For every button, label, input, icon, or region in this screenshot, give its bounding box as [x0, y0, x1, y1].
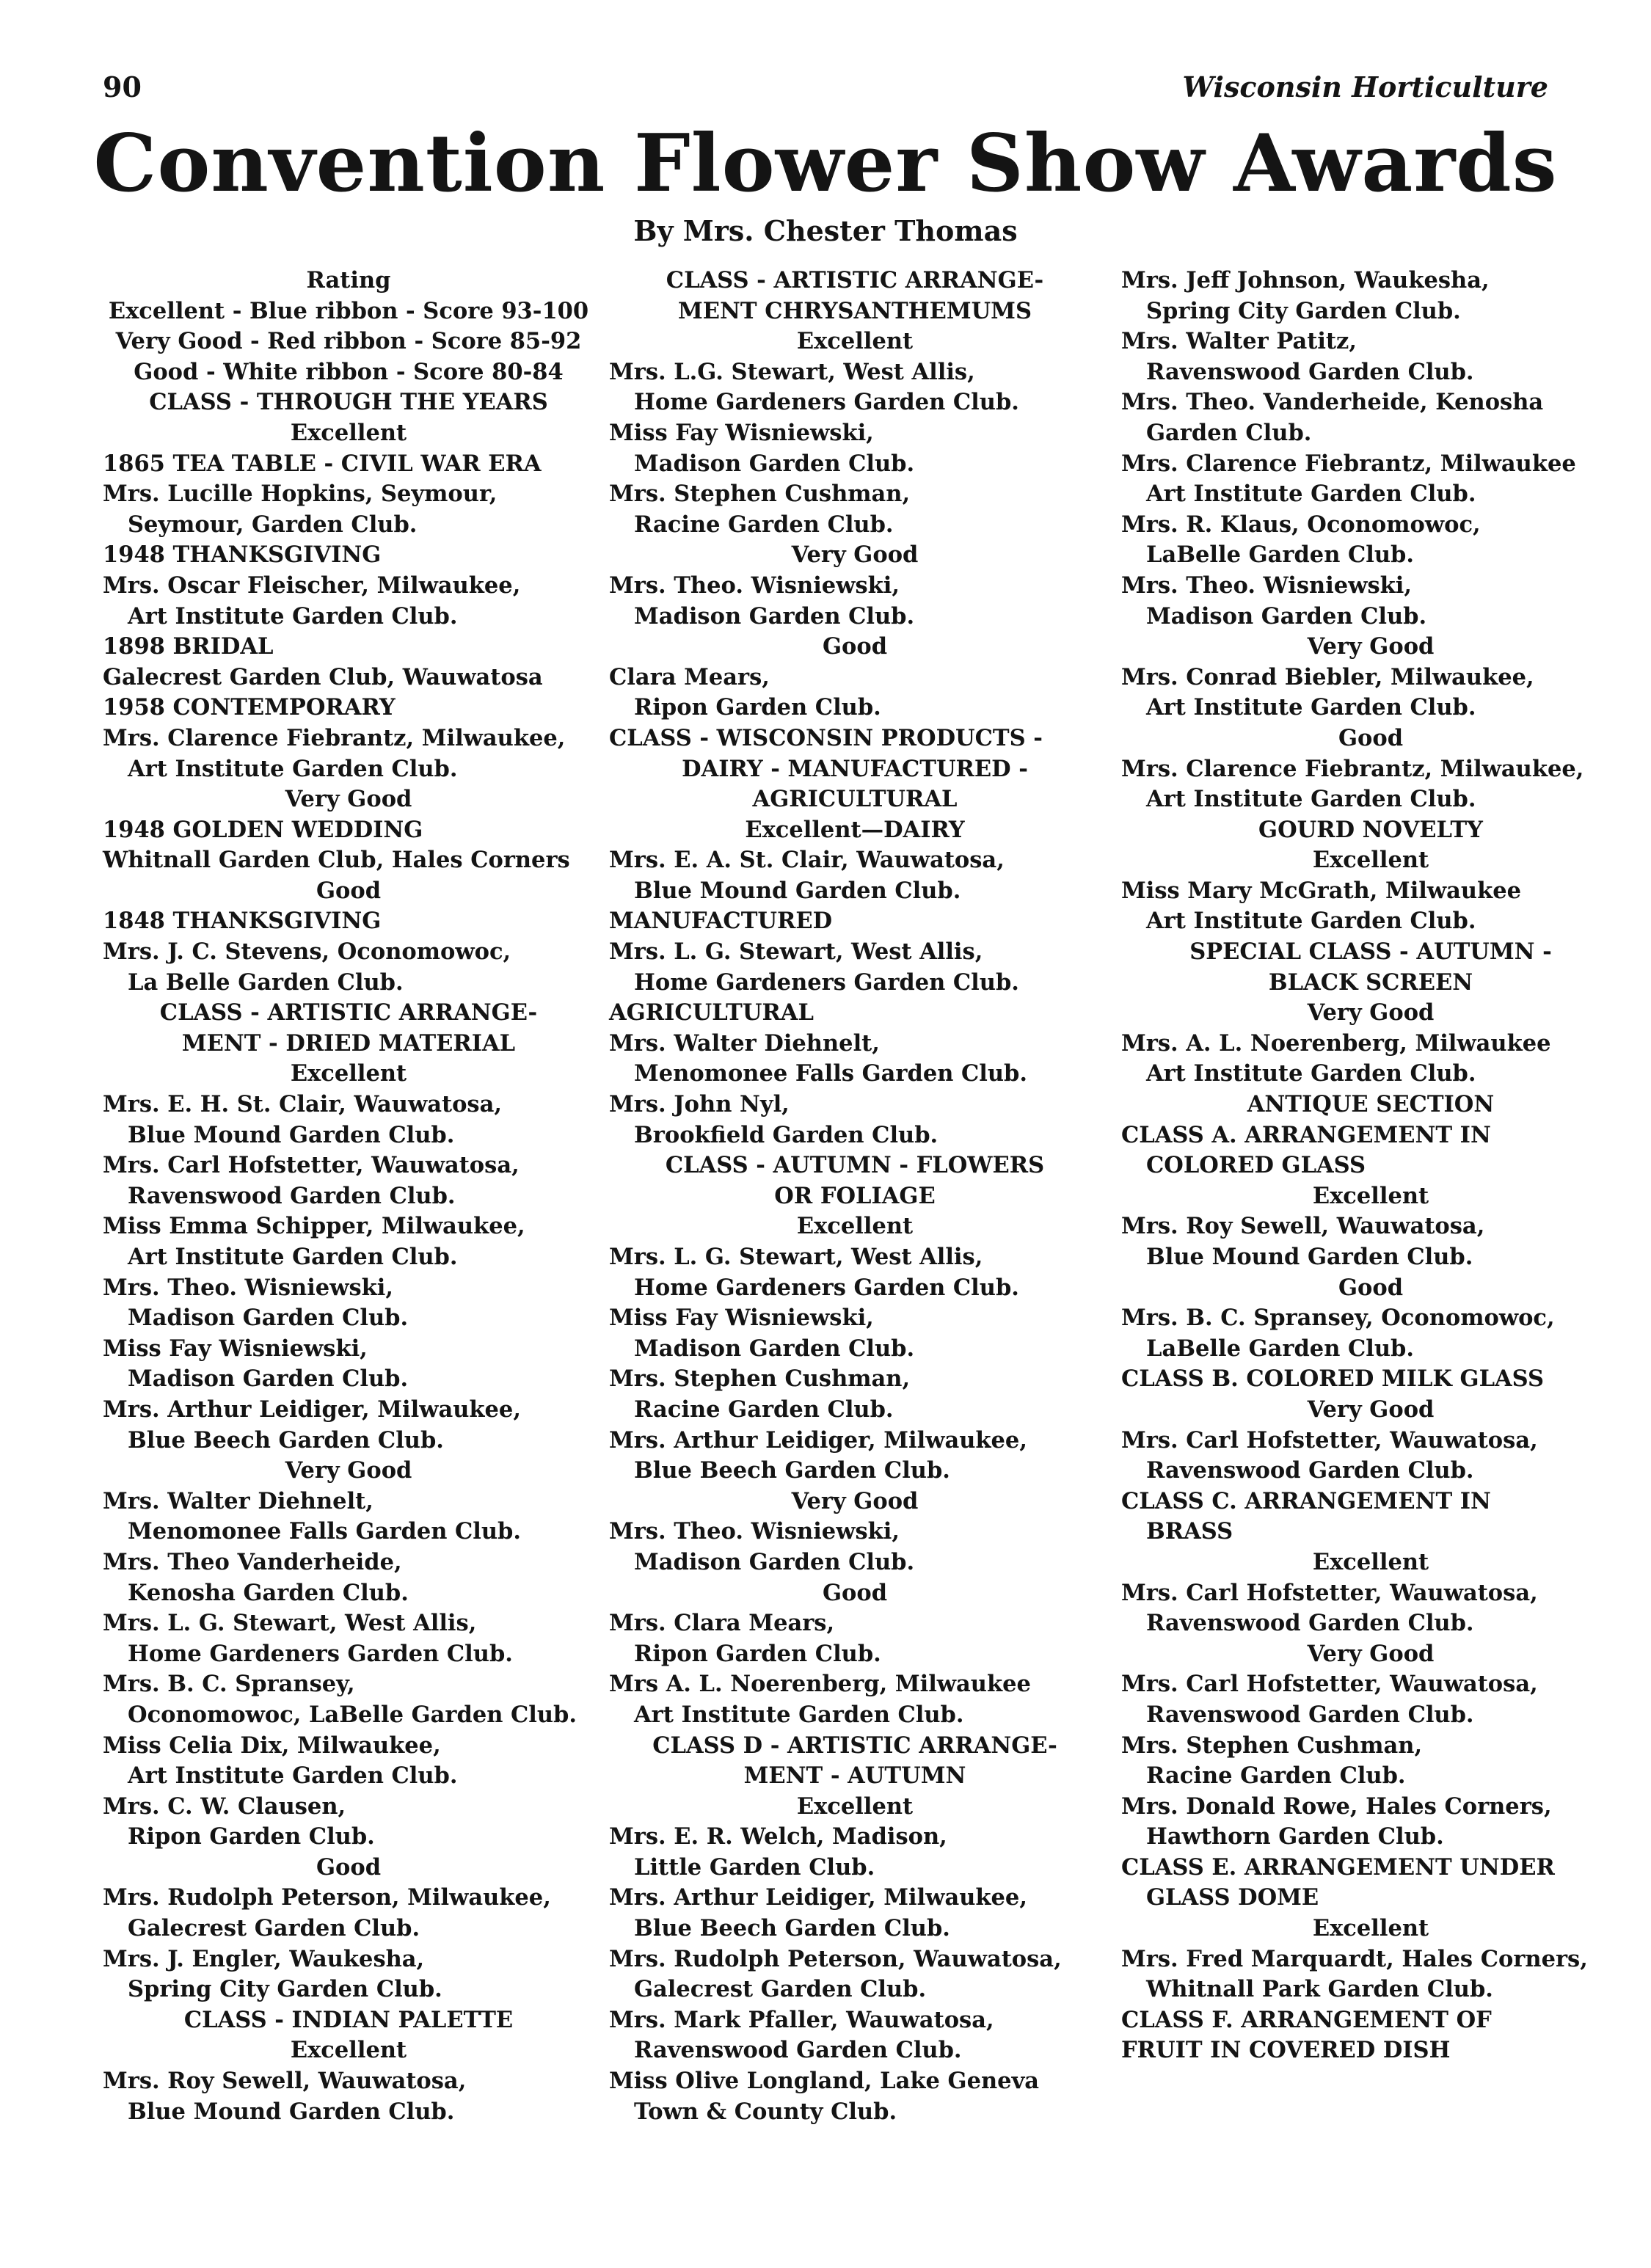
text-line: Ravenswood Garden Club. [1146, 1457, 1474, 1484]
section-heading: Excellent [1312, 1548, 1429, 1575]
text-line: Little Garden Club. [634, 1853, 875, 1881]
text-line: Mrs. Clarence Fiebrantz, Milwaukee, [103, 724, 566, 751]
text-line: Art Institute Garden Club. [634, 1701, 964, 1728]
text-line: Miss Fay Wisniewski, [609, 419, 874, 446]
section-heading: Good [1338, 724, 1404, 751]
text-line: La Belle Garden Club. [128, 969, 404, 996]
section-heading: Excellent [290, 2037, 407, 2064]
text-line: Ripon Garden Club. [634, 694, 881, 721]
text-line: Art Institute Garden Club. [1146, 786, 1476, 813]
section-heading: Excellent [1312, 1915, 1429, 1942]
text-line: Ripon Garden Club. [634, 1640, 881, 1667]
text-line: Madison Garden Club. [1146, 602, 1427, 630]
journal-title: Wisconsin Horticulture [1182, 70, 1548, 103]
section-heading: Excellent [290, 1060, 407, 1087]
text-line: FRUIT IN COVERED DISH [1121, 2037, 1451, 2064]
text-line: Menomonee Falls Garden Club. [128, 1518, 521, 1545]
text-line: Menomonee Falls Garden Club. [634, 1060, 1027, 1087]
text-line: Galecrest Garden Club. [128, 1915, 420, 1942]
text-line: Miss Olive Longland, Lake Geneva [609, 2068, 1040, 2095]
section-heading: Good [822, 1579, 888, 1606]
section-heading: CLASS - ARTISTIC ARRANGE- [666, 267, 1044, 293]
section-heading: AGRICULTURAL [752, 786, 958, 813]
section-heading: Very Good [1307, 999, 1435, 1027]
section-heading: Very Good [1307, 633, 1435, 660]
article-byline: By Mrs. Chester Thomas [633, 214, 1018, 247]
text-line: GLASS DOME [1146, 1884, 1319, 1911]
text-line: Ravenswood Garden Club. [1146, 1610, 1474, 1637]
text-line: Mrs. Jeff Johnson, Waukesha, [1121, 267, 1490, 293]
text-column-2 [609, 266, 1101, 2127]
text-line: Mrs. L. G. Stewart, West Allis, [609, 938, 983, 966]
text-line: Blue Mound Garden Club. [634, 877, 961, 904]
text-line: Ravenswood Garden Club. [128, 1182, 456, 1209]
text-line: Whitnall Garden Club, Hales Corners [103, 847, 570, 874]
text-line: Mrs. Rudolph Peterson, Wauwatosa, [609, 1945, 1062, 1972]
text-line: Ripon Garden Club. [128, 1823, 375, 1851]
text-line: Blue Beech Garden Club. [634, 1915, 950, 1942]
text-line: MANUFACTURED [609, 908, 833, 935]
text-line: Mrs A. L. Noerenberg, Milwaukee [609, 1671, 1031, 1698]
section-heading: Excellent [796, 328, 914, 355]
text-line: Mrs. Theo. Vanderheide, Kenosha [1121, 389, 1544, 416]
text-line: Mrs. Arthur Leidiger, Milwaukee, [609, 1426, 1027, 1454]
text-line: Spring City Garden Club. [128, 1976, 442, 2003]
text-line: Madison Garden Club. [634, 602, 915, 630]
text-line: Mrs. C. W. Clausen, [103, 1793, 346, 1820]
text-line: Mrs. Lucille Hopkins, Seymour, [103, 481, 498, 508]
text-line: Blue Beech Garden Club. [634, 1457, 950, 1484]
text-line: Mrs. Theo. Wisniewski, [103, 1274, 393, 1301]
text-line: Art Institute Garden Club. [128, 602, 458, 630]
text-line: Madison Garden Club. [634, 450, 915, 477]
section-heading: Very Good [285, 786, 412, 813]
text-line: 1958 CONTEMPORARY [103, 694, 396, 721]
section-heading: BLACK SCREEN [1268, 969, 1473, 996]
section-heading: Good [1338, 1274, 1404, 1301]
text-line: 1948 THANKSGIVING [103, 542, 382, 569]
text-line: Mrs. R. Klaus, Oconomowoc, [1121, 511, 1481, 538]
text-line: Mrs. A. L. Noerenberg, Milwaukee [1121, 1029, 1551, 1057]
text-line: Mrs. Theo Vanderheide, [103, 1548, 402, 1575]
text-line: CLASS A. ARRANGEMENT IN [1121, 1121, 1491, 1148]
section-heading: Excellent [796, 1213, 914, 1240]
text-line: Mrs. Walter Diehnelt, [103, 1487, 373, 1514]
text-line: LaBelle Garden Club. [1146, 542, 1414, 569]
section-heading: Excellent [1312, 847, 1429, 874]
text-line: Mrs. Carl Hofstetter, Wauwatosa, [1121, 1579, 1538, 1606]
section-heading: Excellent [290, 419, 407, 446]
text-line: Art Institute Garden Club. [128, 755, 458, 782]
section-heading: Very Good [285, 1457, 412, 1484]
text-line: Galecrest Garden Club. [634, 1976, 927, 2003]
text-line: COLORED GLASS [1146, 1152, 1366, 1179]
text-line: Mrs. Walter Patitz, [1121, 328, 1357, 355]
text-line: Mrs. J. C. Stevens, Oconomowoc, [103, 938, 511, 966]
text-line: AGRICULTURAL [609, 999, 814, 1027]
text-line: Mrs. Conrad Biebler, Milwaukee, [1121, 663, 1534, 690]
text-line: CLASS C. ARRANGEMENT IN [1121, 1487, 1491, 1514]
text-line: Mrs. Arthur Leidiger, Milwaukee, [609, 1884, 1027, 1911]
text-line: CLASS F. ARRANGEMENT OF [1121, 2006, 1492, 2033]
section-heading: Very Good [1307, 1396, 1435, 1423]
text-line: Art Institute Garden Club. [1146, 481, 1476, 508]
section-heading: MENT - AUTUMN [743, 1762, 966, 1790]
text-line: Seymour, Garden Club. [128, 511, 418, 538]
page-number: 90 [103, 70, 142, 103]
text-line: Galecrest Garden Club, Wauwatosa [103, 663, 543, 690]
text-line: Whitnall Park Garden Club. [1146, 1976, 1493, 2003]
text-line: 1865 TEA TABLE - CIVIL WAR ERA [103, 450, 542, 477]
section-heading: OR FOLIAGE [774, 1182, 936, 1209]
text-line: Racine Garden Club. [634, 1396, 894, 1423]
text-line: Mrs. Donald Rowe, Hales Corners, [1121, 1793, 1552, 1820]
text-line: Art Institute Garden Club. [1146, 1060, 1476, 1087]
text-column-3 [1121, 266, 1620, 2066]
text-line: Home Gardeners Garden Club. [634, 969, 1019, 996]
text-line: Garden Club. [1146, 419, 1312, 446]
section-heading: GOURD NOVELTY [1258, 816, 1483, 843]
text-line: Art Institute Garden Club. [1146, 908, 1476, 935]
text-line: Blue Mound Garden Club. [1146, 1244, 1473, 1270]
text-line: Mrs. Arthur Leidiger, Milwaukee, [103, 1396, 521, 1423]
section-heading: Very Good [791, 542, 919, 569]
text-line: BRASS [1146, 1518, 1233, 1545]
article-title: Convention Flower Show Awards [93, 117, 1558, 210]
text-line: Town & County Club. [634, 2098, 897, 2125]
text-line: Mrs. Oscar Fleischer, Milwaukee, [103, 572, 521, 599]
text-line: Madison Garden Club. [128, 1365, 409, 1393]
text-line: CLASS E. ARRANGEMENT UNDER [1121, 1853, 1555, 1881]
text-line: Madison Garden Club. [634, 1548, 915, 1575]
text-line: 1898 BRIDAL [103, 633, 274, 660]
text-line: Blue Mound Garden Club. [128, 1121, 455, 1148]
text-line: Art Institute Garden Club. [128, 1244, 458, 1270]
text-line: Ravenswood Garden Club. [634, 2037, 962, 2064]
text-line: Mrs. John Nyl, [609, 1091, 790, 1118]
text-line: Mrs. Mark Pfaller, Wauwatosa, [609, 2006, 994, 2033]
text-column-1 [103, 266, 594, 2127]
text-line: Mrs. Stephen Cushman, [609, 481, 911, 508]
text-line: Miss Fay Wisniewski, [103, 1335, 368, 1362]
text-line: Mrs. L. G. Stewart, West Allis, [609, 1244, 983, 1270]
text-line: Home Gardeners Garden Club. [634, 389, 1019, 416]
section-heading: Good [316, 1853, 382, 1881]
text-line: Mrs. Clara Mears, [609, 1610, 835, 1637]
text-line: Mrs. E. H. St. Clair, Wauwatosa, [103, 1091, 502, 1118]
text-line: Mrs. Walter Diehnelt, [609, 1029, 880, 1057]
text-line: Mrs. L. G. Stewart, West Allis, [103, 1610, 477, 1637]
text-line: Mrs. Clarence Fiebrantz, Milwaukee [1121, 450, 1576, 477]
text-line: Miss Emma Schipper, Milwaukee, [103, 1213, 525, 1240]
text-line: Mrs. E. A. St. Clair, Wauwatosa, [609, 847, 1005, 874]
section-heading: ANTIQUE SECTION [1247, 1091, 1495, 1118]
section-heading: Excellent - Blue ribbon - Score 93-100 [108, 297, 589, 324]
text-line: Mrs. B. C. Spransey, Oconomowoc, [1121, 1305, 1555, 1332]
section-heading: Very Good [791, 1487, 919, 1514]
text-line: Clara Mears, [609, 663, 770, 690]
text-line: Home Gardeners Garden Club. [634, 1274, 1019, 1301]
section-heading: SPECIAL CLASS - AUTUMN - [1189, 938, 1552, 966]
section-heading: Excellent—DAIRY [745, 816, 965, 843]
text-line: Kenosha Garden Club. [128, 1579, 409, 1606]
section-heading: Very Good [1307, 1640, 1435, 1667]
text-line: Mrs. Rudolph Peterson, Milwaukee, [103, 1884, 551, 1911]
text-line: Home Gardeners Garden Club. [128, 1640, 513, 1667]
text-line: Mrs. E. R. Welch, Madison, [609, 1823, 947, 1851]
section-heading: CLASS - THROUGH THE YEARS [149, 389, 548, 416]
text-line: 1948 GOLDEN WEDDING [103, 816, 423, 843]
text-line: Mrs. Clarence Fiebrantz, Milwaukee, [1121, 755, 1584, 782]
text-line: Art Institute Garden Club. [128, 1762, 458, 1790]
section-heading: Good [822, 633, 888, 660]
text-line: Mrs. Fred Marquardt, Hales Corners, [1121, 1945, 1588, 1972]
text-line: Spring City Garden Club. [1146, 297, 1461, 324]
section-heading: MENT - DRIED MATERIAL [181, 1029, 516, 1057]
section-heading: Very Good - Red ribbon - Score 85-92 [115, 328, 582, 355]
text-line: Mrs. Carl Hofstetter, Wauwatosa, [103, 1152, 520, 1179]
text-line: Ravenswood Garden Club. [1146, 1701, 1474, 1728]
section-heading: CLASS - INDIAN PALETTE [183, 2006, 514, 2033]
section-heading: CLASS - ARTISTIC ARRANGE- [159, 999, 538, 1027]
text-line: Mrs. Carl Hofstetter, Wauwatosa, [1121, 1426, 1538, 1454]
text-line: Madison Garden Club. [634, 1335, 915, 1362]
text-line: Miss Mary McGrath, Milwaukee [1121, 877, 1522, 904]
text-line: LaBelle Garden Club. [1146, 1335, 1414, 1362]
text-line: Mrs. Roy Sewell, Wauwatosa, [1121, 1213, 1485, 1240]
text-line: Mrs. Theo. Wisniewski, [609, 1518, 900, 1545]
section-heading: Excellent [796, 1793, 914, 1820]
section-heading: CLASS - AUTUMN - FLOWERS [665, 1152, 1045, 1179]
text-line: CLASS - WISCONSIN PRODUCTS - [609, 724, 1043, 751]
text-line: Mrs. J. Engler, Waukesha, [103, 1945, 425, 1972]
section-heading: CLASS D - ARTISTIC ARRANGE- [652, 1732, 1057, 1759]
text-line: Racine Garden Club. [1146, 1762, 1406, 1790]
section-heading: Good [316, 877, 382, 904]
text-line: Brookfield Garden Club. [634, 1121, 939, 1148]
text-line: Miss Celia Dix, Milwaukee, [103, 1732, 441, 1759]
text-line: Oconomowoc, LaBelle Garden Club. [128, 1701, 577, 1728]
text-line: Art Institute Garden Club. [1146, 694, 1476, 721]
text-line: Mrs. Theo. Wisniewski, [1121, 572, 1412, 599]
text-line: Mrs. Stephen Cushman, [1121, 1732, 1423, 1759]
text-line: CLASS B. COLORED MILK GLASS [1121, 1365, 1545, 1393]
text-line: Mrs. L.G. Stewart, West Allis, [609, 358, 975, 385]
text-line: Mrs. Stephen Cushman, [609, 1365, 911, 1393]
text-line: Ravenswood Garden Club. [1146, 358, 1474, 385]
section-heading: DAIRY - MANUFACTURED - [682, 755, 1028, 782]
section-heading: MENT CHRYSANTHEMUMS [678, 297, 1032, 324]
text-line: Mrs. B. C. Spransey, [103, 1671, 355, 1698]
text-line: Mrs. Theo. Wisniewski, [609, 572, 900, 599]
text-line: 1848 THANKSGIVING [103, 908, 382, 935]
text-line: Mrs. Carl Hofstetter, Wauwatosa, [1121, 1671, 1538, 1698]
text-line: Mrs. Roy Sewell, Wauwatosa, [103, 2068, 467, 2095]
section-heading: Excellent [1312, 1182, 1429, 1209]
text-line: Racine Garden Club. [634, 511, 894, 538]
text-line: Miss Fay Wisniewski, [609, 1305, 874, 1332]
text-line: Madison Garden Club. [128, 1305, 409, 1332]
section-heading: Rating [306, 267, 391, 293]
text-line: Blue Mound Garden Club. [128, 2098, 455, 2125]
text-line: Hawthorn Garden Club. [1146, 1823, 1444, 1851]
text-line: Blue Beech Garden Club. [128, 1426, 444, 1454]
section-heading: Good - White ribbon - Score 80-84 [134, 358, 564, 385]
